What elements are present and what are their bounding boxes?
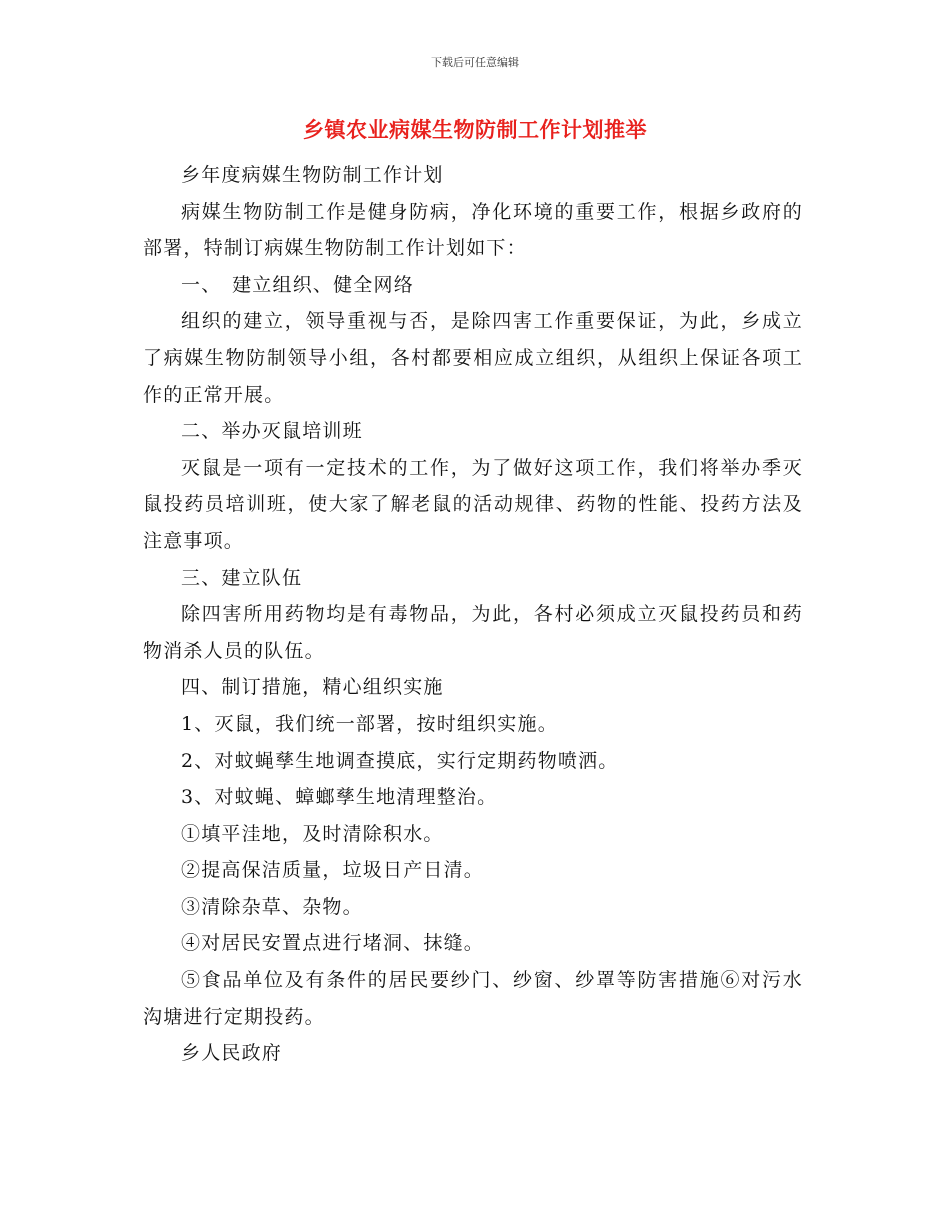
section-heading-3: 三、建立队伍 [181, 566, 303, 589]
document-title: 乡镇农业病媒生物防制工作计划推举 [303, 118, 647, 142]
paragraph-section-1: 组织的建立，领导重视与否，是除四害工作重要保证，为此，乡成立了病媒生物防制领导小组，各村都要相应成立组织，从组织上保证各项工作的正常开展。 [143, 310, 803, 406]
paragraph-section-3: 除四害所用药物均是有毒物品，为此，各村必须成立灭鼠投药员和药物消杀人员的队伍。 [143, 603, 803, 662]
document-body [143, 157, 803, 1072]
list-item: 2、对蚊蝇孳生地调查摸底，实行定期药物喷洒。 [181, 749, 619, 772]
section-heading-2: 二、举办灭鼠培训班 [181, 420, 363, 443]
paragraph-intro: 病媒生物防制工作是健身防病，净化环境的重要工作，根据乡政府的部署，特制订病媒生物防制工作计划如下： [143, 200, 803, 260]
list-item: ④对居民安置点进行堵洞、抹缝。 [181, 932, 485, 955]
section-heading-4: 四、制订措施，精心组织实施 [181, 676, 444, 699]
list-item: ⑤食品单位及有条件的居民要纱门、纱窗、纱罩等防害措施⑥对污水沟塘进行定期投药。 [143, 969, 803, 1028]
list-item: 1、灭鼠，我们统一部署，按时组织实施。 [181, 712, 558, 735]
list-item: ①填平洼地，及时清除积水。 [181, 822, 444, 845]
signature: 乡人民政府 [181, 1042, 283, 1065]
list-item: ②提高保洁质量，垃圾日产日清。 [181, 859, 485, 882]
paragraph-intro-title: 乡年度病媒生物防制工作计划 [181, 164, 444, 186]
header-note: 下载后可任意编辑 [431, 56, 519, 69]
list-item: ③清除杂草、杂物。 [181, 895, 363, 918]
paragraph-section-2: 灭鼠是一项有一定技术的工作，为了做好这项工作，我们将举办季灭鼠投药员培训班，使大家了解老鼠的活动规律、药物的性能、投药方法及注意事项。 [143, 456, 803, 552]
list-item: 3、对蚊蝇、蟑螂孳生地清理整治。 [181, 786, 498, 809]
section-heading-1: 一、 建立组织、健全网络 [181, 273, 414, 296]
